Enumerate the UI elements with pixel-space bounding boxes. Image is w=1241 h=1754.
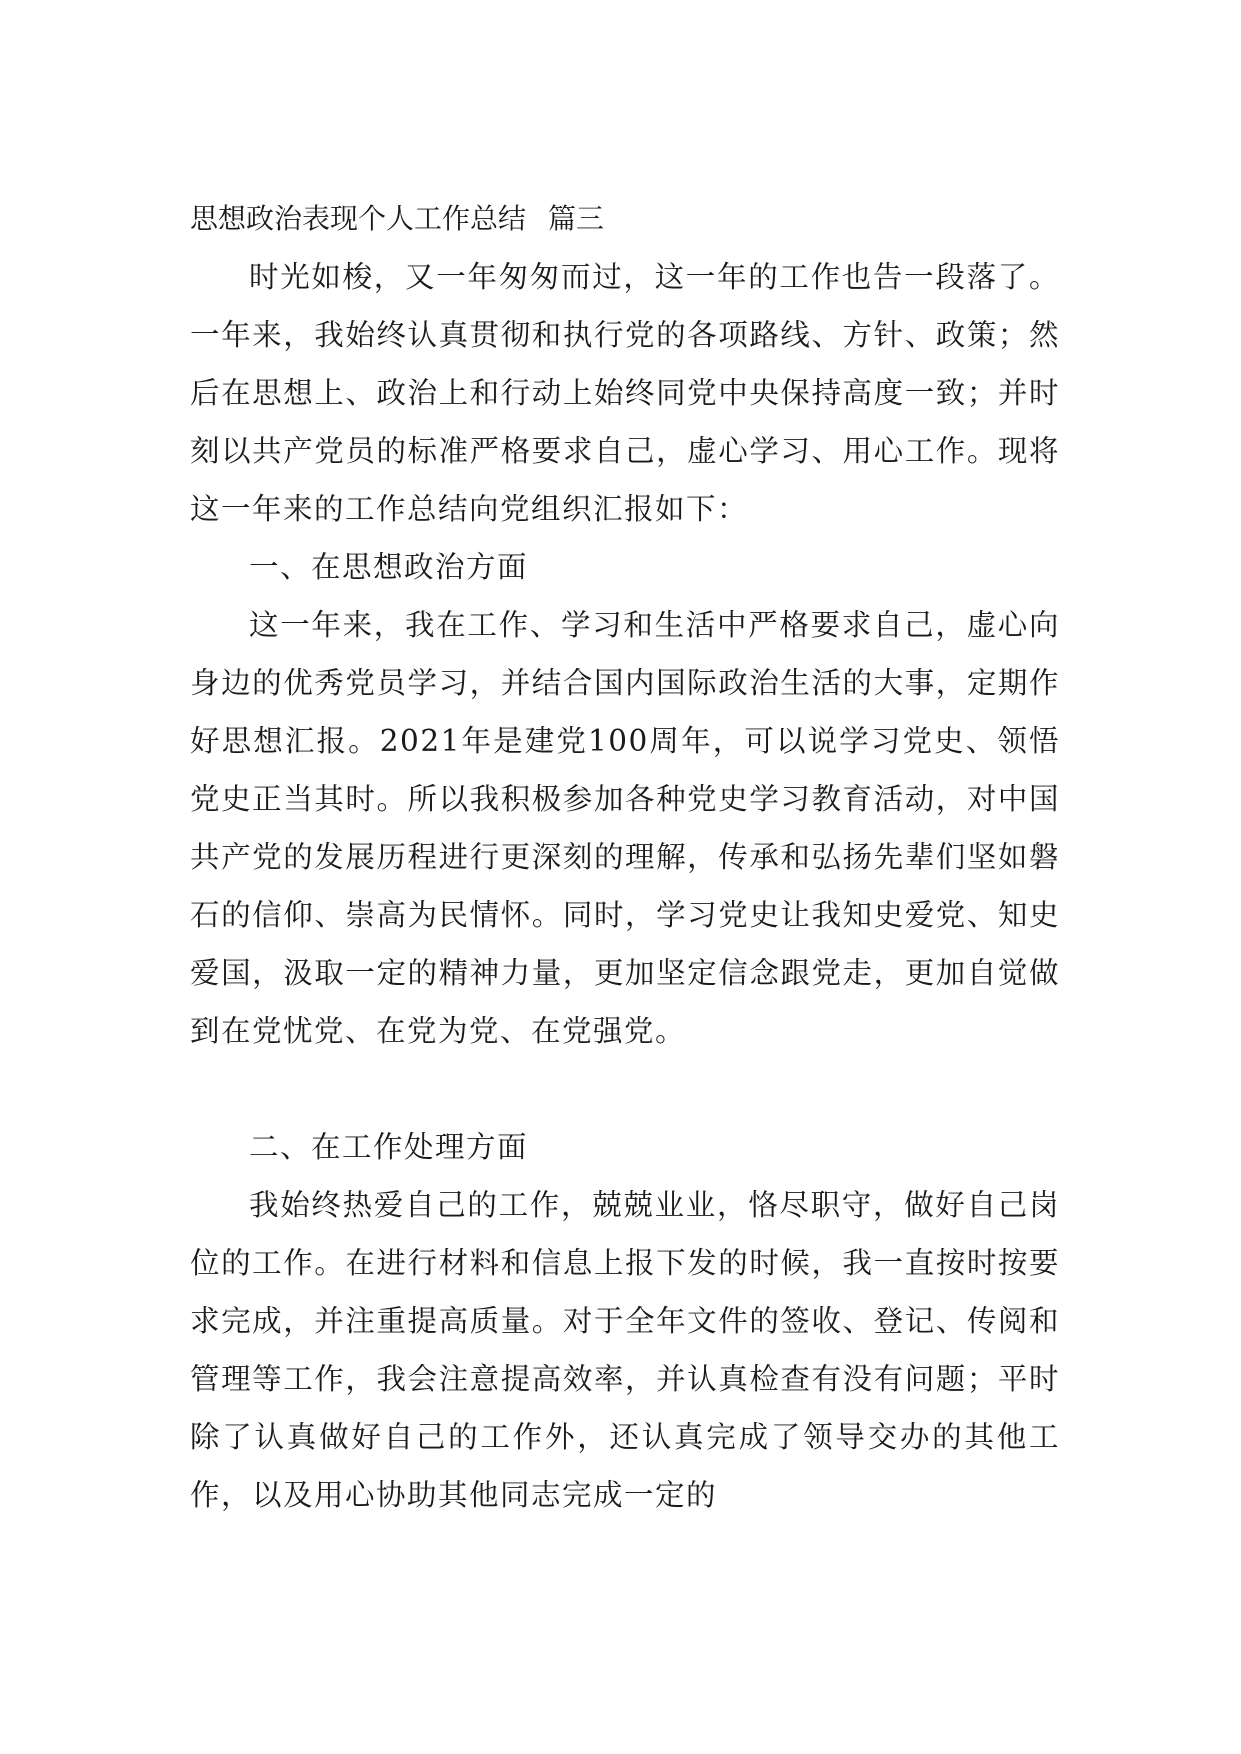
section-2-heading: 二、在工作处理方面 bbox=[249, 1130, 529, 1164]
section-2-paragraph: 我始终热爱自己的工作，兢兢业业，恪尽职守，做好自己岗位的工作。在进行材料和信息上报下发的时候，我一直按时按要求完成，并注重提高质量。对于全年文件的签收、登记、传阅和管理等工作，我会注意提高效率，并认真检查有没有问题；平时除了认真做好自己的工作外，还认真完成了领导交办的其他工作，以及用心协助其他同志完成一定的 bbox=[190, 1188, 1060, 1512]
title-suffix: 篇三 bbox=[548, 202, 605, 235]
intro-paragraph: 时光如梭，又一年匆匆而过，这一年的工作也告一段落了。一年来，我始终认真贯彻和执行党的各项路线、方针、政策；然后在思想上、政治上和行动上始终同党中央保持高度一致；并时刻以共产党员的标准严格要求自己，虚心学习、用心工作。现将这一年来的工作总结向党组织汇报如下： bbox=[190, 260, 1060, 526]
document-title bbox=[190, 190, 1060, 248]
paragraph-gap bbox=[190, 1060, 1060, 1118]
title-main: 思想政治表现个人工作总结 bbox=[190, 202, 527, 235]
document-body bbox=[190, 190, 1060, 1524]
section-1-paragraph: 这一年来，我在工作、学习和生活中严格要求自己，虚心向身边的优秀党员学习，并结合国内国际政治生活的大事，定期作好思想汇报。2021年是建党100周年，可以说学习党史、领悟党史正当其时。所以我积极参加各种党史学习教育活动，对中国共产党的发展历程进行更深刻的理解，传承和弘扬先辈们坚如磐石的信仰、崇高为民情怀。同时，学习党史让我知史爱党、知史爱国，汲取一定的精神力量，更加坚定信念跟党走，更加自觉做到在党忧党、在党为党、在党强党。 bbox=[190, 608, 1060, 1048]
section-1-heading: 一、在思想政治方面 bbox=[249, 550, 529, 584]
